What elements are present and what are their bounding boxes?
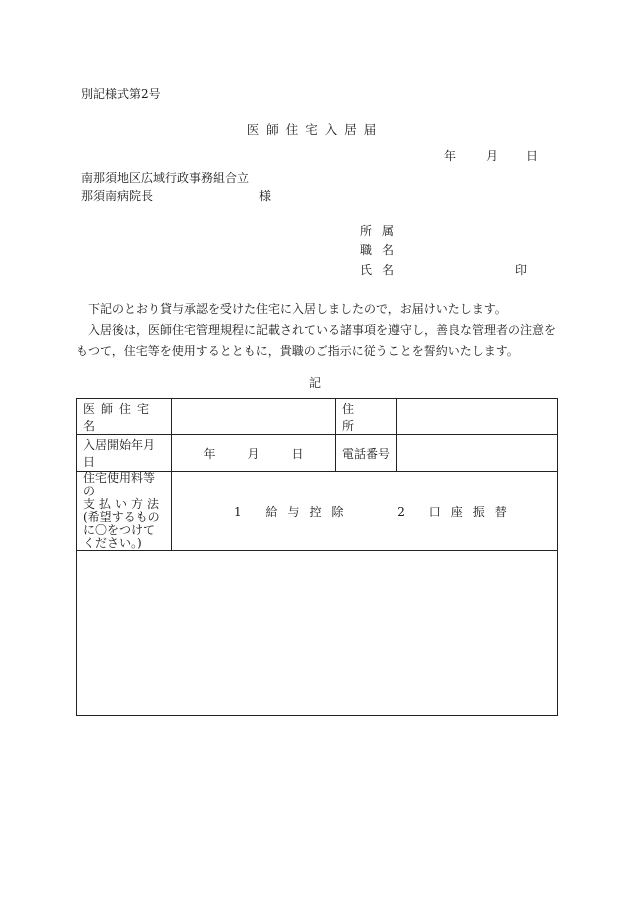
residence-name-label: 医師住宅名 [77, 399, 172, 435]
remarks-area[interactable] [77, 551, 558, 716]
residence-name-field[interactable] [172, 399, 336, 435]
address-label: 住所 [336, 399, 397, 435]
option-salary-deduction[interactable]: 1 給与控除 [234, 504, 354, 519]
form-title: 医師住宅入居届 [246, 122, 384, 137]
form-number: 別記様式第2号 [81, 87, 161, 101]
submission-date [444, 150, 538, 162]
name-label: 氏名 [360, 263, 405, 277]
ki-heading: 記 [308, 376, 321, 390]
body-paragraph-1: 下記のとおり貸与承認を受けた住宅に入居しましたので，お届けいたします。 [88, 302, 507, 316]
addressee-honorific: 様 [259, 189, 272, 203]
move-in-date-field[interactable] [172, 435, 336, 472]
payment-label-line-1: 住宅使用料等の [83, 471, 156, 498]
payment-label-line-3: (希望するものに〇をつけてください。) [83, 510, 160, 550]
body-paragraph-2: 入居後は，医師住宅管理規程に記載されている諸事項を遵守し，善良な管理者の注意をもつて，住宅等を使用するとともに，貴職のご指示に従うことを誓約いたします。 [76, 323, 557, 358]
phone-field[interactable] [397, 435, 558, 472]
option-account-transfer[interactable]: 2 口座振替 [397, 504, 517, 519]
body-text [76, 299, 556, 362]
addressee-organization: 南那須地区広域行政事務組合立 [81, 171, 250, 185]
seal-mark: 印 [515, 263, 528, 277]
position-label: 職名 [360, 243, 405, 257]
day-label: 日 [526, 149, 539, 163]
address-field[interactable] [397, 399, 558, 435]
residence-form-table [76, 398, 558, 716]
year-label: 年 [444, 149, 457, 163]
move-in-day-label: 日 [291, 446, 304, 461]
payment-options [172, 472, 558, 551]
month-label: 月 [486, 149, 499, 163]
move-in-month-label: 月 [247, 446, 260, 461]
addressee-title: 那須南病院長 [81, 189, 154, 203]
move-in-year-label: 年 [203, 446, 216, 461]
move-in-date-label: 入居開始年月日 [77, 435, 172, 472]
payment-method-label [77, 472, 172, 551]
phone-label: 電話番号 [336, 435, 397, 472]
payment-label-line-2: 支払い方法 [83, 497, 164, 511]
affiliation-label: 所属 [360, 224, 405, 238]
